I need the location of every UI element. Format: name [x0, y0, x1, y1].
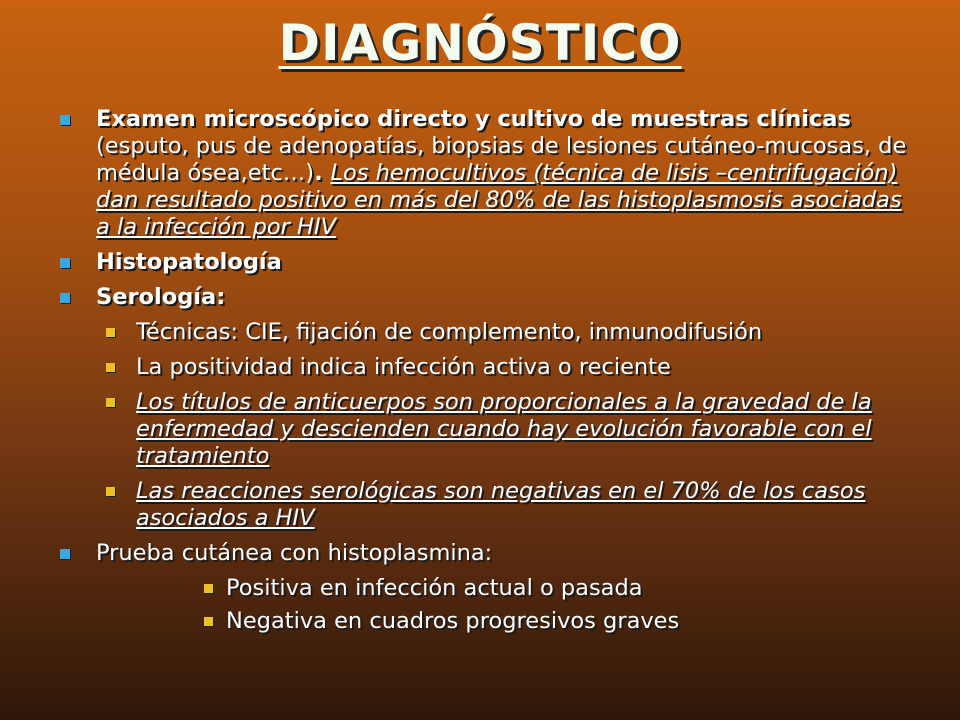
sub-item-titulos	[54, 389, 914, 470]
square-bullet-icon	[204, 617, 213, 626]
sub-item-label: Técnicas: CIE, fijación de complemento, inmunodifusión	[136, 319, 763, 345]
sub-item-label: Negativa en cuadros progresivos graves	[226, 608, 680, 634]
list-item-serologia	[54, 284, 914, 311]
sub-item-label: Las reacciones serológicas son negativas en el 70% de los casos asociados a HIV	[136, 478, 866, 531]
item-label: Prueba cutánea con histoplasmina:	[96, 540, 493, 566]
square-bullet-icon	[60, 549, 70, 559]
square-bullet-icon	[60, 293, 70, 303]
item-bold-text: Examen microscópico directo y cultivo de muestras clínicas	[96, 106, 851, 132]
square-bullet-icon	[106, 328, 115, 337]
square-bullet-icon	[204, 584, 213, 593]
square-bullet-icon	[60, 258, 70, 268]
list-item-examen	[54, 106, 914, 241]
sub-item-label: Positiva en infección actual o pasada	[226, 575, 643, 601]
list-item-histopatologia	[54, 249, 914, 276]
slide-title: DIAGNÓSTICO	[278, 14, 682, 72]
square-bullet-icon	[106, 487, 115, 496]
item-label: Histopatología	[96, 249, 282, 275]
item-label: Serología:	[96, 284, 226, 310]
square-bullet-icon	[106, 398, 115, 407]
list-item-prueba-cutanea	[54, 540, 914, 567]
square-bullet-icon	[106, 363, 115, 372]
square-bullet-icon	[60, 115, 70, 125]
sub-item-label: Los títulos de anticuerpos son proporcionales a la gravedad de la enfermedad y descienden cuando hay evolución favorable con el tratamiento	[136, 389, 872, 469]
sub-item-positiva	[54, 575, 914, 602]
sub-item-label: La positividad indica infección activa o reciente	[136, 354, 671, 380]
item-bold-dot: .	[314, 160, 331, 186]
sub-item-positividad	[54, 354, 914, 381]
sub-item-reacciones	[54, 478, 914, 532]
sub-item-negativa	[54, 608, 914, 635]
slide-content	[54, 106, 914, 641]
item-italic-note: Los hemocultivos (técnica de lisis –centrifugación) dan resultado positivo en más del 80% de las histoplasmosis asociadas a la infección por HIV	[96, 160, 902, 240]
sub-item-tecnicas	[54, 319, 914, 346]
item-normal-text: (esputo, pus de adenopatías, biopsias de lesiones cutáneo-mucosas, de médula ósea,etc…)	[96, 133, 907, 186]
